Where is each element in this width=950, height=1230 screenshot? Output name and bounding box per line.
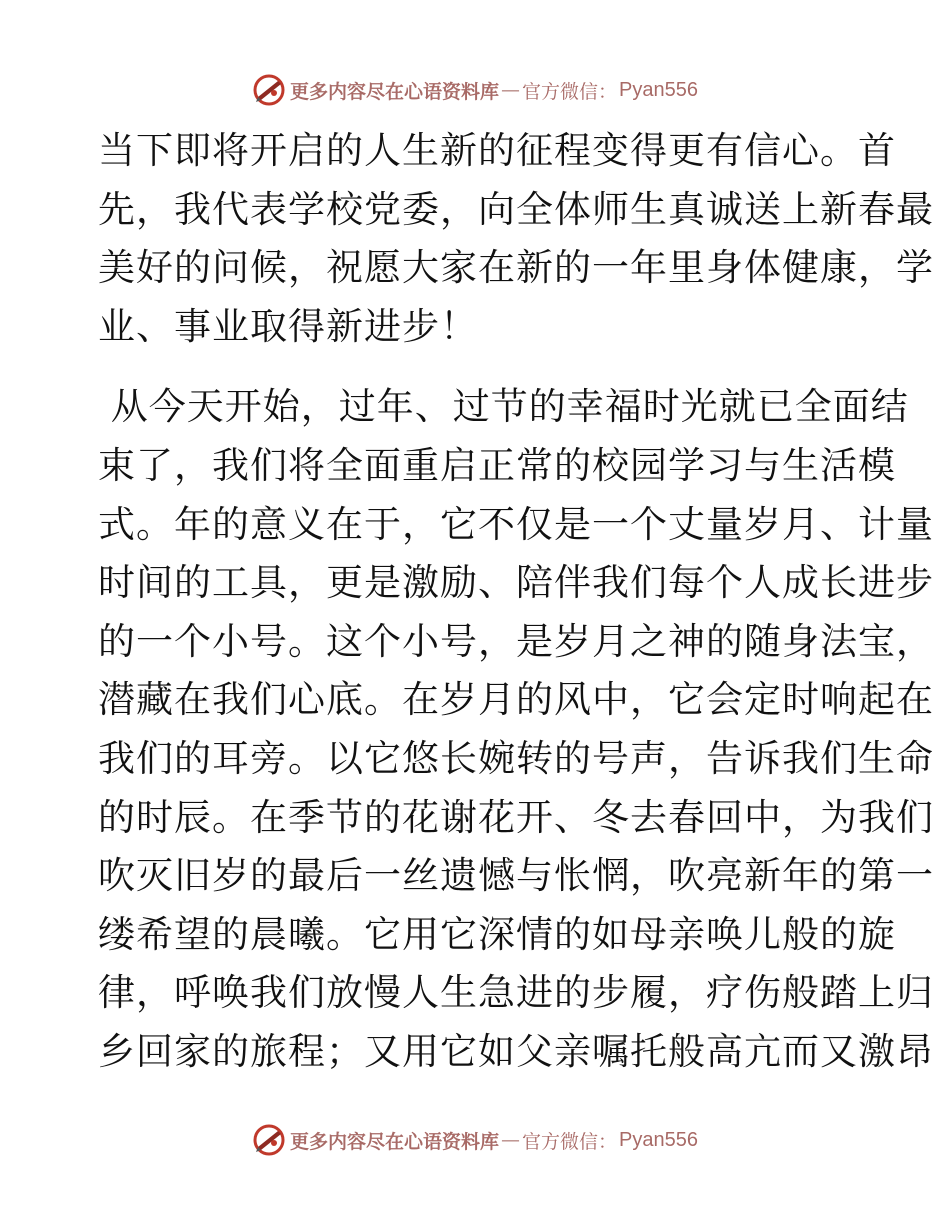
banner-site-name: 更多内容尽在心语资料库 — [290, 1130, 500, 1153]
banner-wechat-id: Pyan556 — [619, 1128, 698, 1151]
text-line: 吹灭旧岁的最后一丝遗憾与怅惘，吹亮新年的第一 — [98, 854, 934, 898]
banner-dash: — — [501, 1129, 521, 1151]
paragraph-gap — [98, 356, 858, 378]
text-line: 时间的工具，更是激励、陪伴我们每个人成长进步 — [98, 561, 934, 605]
paragraph — [98, 122, 934, 356]
text-line: 潜藏在我们心底。在岁月的风中，它会定时响起在 — [98, 678, 934, 722]
text-line: 缕希望的晨曦。它用它深情的如母亲唤儿般的旋 — [98, 912, 896, 956]
text-line: 业、事业取得新进步！ — [98, 304, 478, 348]
document-body — [98, 122, 934, 1082]
text-line: 从今天开始，过年、过节的幸福时光就已全面结 — [98, 385, 909, 429]
text-line: 乡回家的旅程；又用它如父亲嘱托般高亢而又激昂 — [98, 1029, 934, 1073]
banner-site-name: 更多内容尽在心语资料库 — [290, 80, 500, 103]
text-line: 我们的耳旁。以它悠长婉转的号声，告诉我们生命 — [98, 736, 934, 780]
text-line: 的一个小号。这个小号，是岁月之神的随身法宝， — [98, 619, 934, 663]
banner-dash: — — [501, 79, 521, 101]
text-line: 律，呼唤我们放慢人生急进的步履，疗伤般踏上归 — [98, 971, 934, 1015]
text-line: 先，我代表学校党委，向全体师生真诚送上新春最 — [98, 187, 934, 231]
banner-wechat-label: 官方微信： — [522, 80, 618, 103]
text-line: 式。年的意义在于，它不仅是一个丈量岁月、计量 — [98, 502, 934, 546]
footer-banner — [0, 1120, 950, 1160]
text-line: 当下即将开启的人生新的征程变得更有信心。首 — [98, 129, 896, 172]
header-banner — [0, 70, 950, 110]
text-line: 美好的问候，祝愿大家在新的一年里身体健康，学 — [98, 246, 934, 290]
pen-logo-icon — [252, 73, 286, 107]
banner-wechat-label: 官方微信： — [522, 1130, 618, 1153]
text-line: 的时辰。在季节的花谢花开、冬去春回中，为我们 — [98, 795, 934, 839]
paragraph — [98, 378, 934, 1081]
pen-logo-icon — [252, 1123, 286, 1157]
banner-wechat-id: Pyan556 — [619, 78, 698, 101]
text-line: 束了，我们将全面重启正常的校园学习与生活模 — [98, 443, 896, 487]
